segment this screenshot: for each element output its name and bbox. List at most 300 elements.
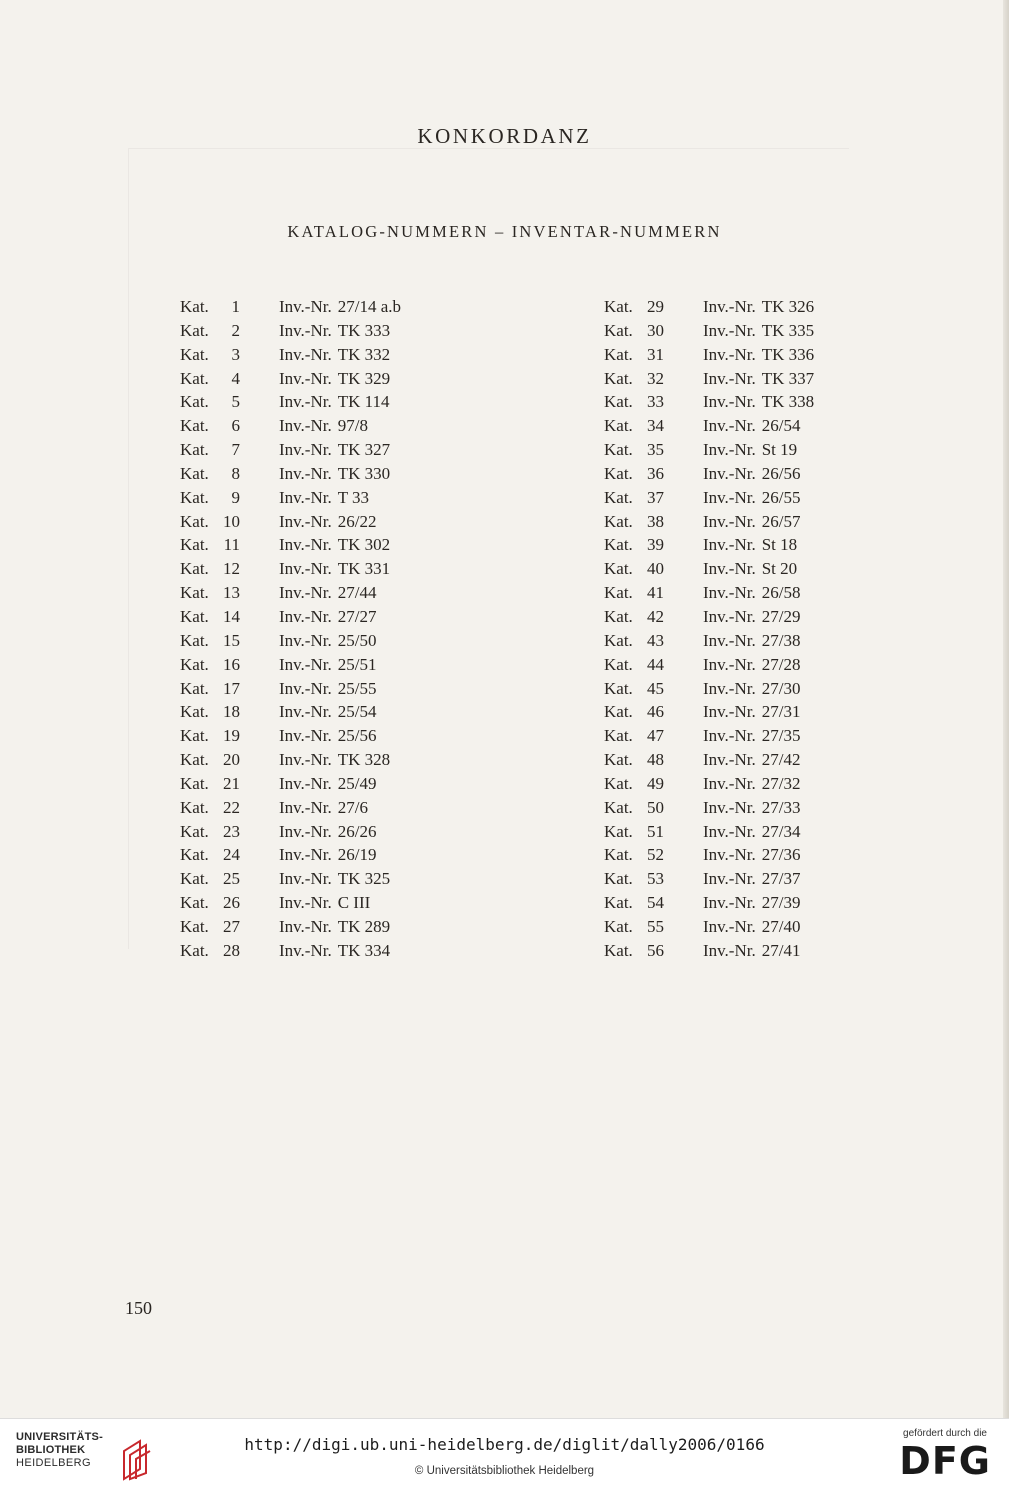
inventory-number-value: 27/27 — [337, 606, 377, 626]
inventory-label: Inv.-Nr. — [703, 583, 756, 603]
catalog-number — [180, 343, 244, 367]
inventory-number-value: 27/37 — [761, 869, 801, 889]
catalog-label: Kat. — [604, 535, 633, 555]
catalog-number-value: 35 — [647, 440, 664, 460]
inventory-number — [279, 438, 390, 462]
catalog-number-value: 9 — [231, 487, 240, 507]
inventory-label: Inv.-Nr. — [703, 606, 756, 626]
inventory-number-value: 26/26 — [337, 821, 377, 841]
catalog-label: Kat. — [604, 368, 633, 388]
inventory-number-value: TK 336 — [761, 344, 815, 364]
inventory-number — [279, 462, 390, 486]
catalog-number-value: 3 — [231, 344, 240, 364]
inventory-number — [703, 390, 814, 414]
catalog-number-value: 17 — [223, 678, 240, 698]
catalog-label: Kat. — [180, 750, 209, 770]
inventory-label: Inv.-Nr. — [279, 797, 332, 817]
catalog-number-value: 14 — [223, 606, 240, 626]
catalog-number — [604, 653, 668, 677]
inventory-label: Inv.-Nr. — [279, 583, 332, 603]
inventory-number — [279, 724, 376, 748]
inventory-number — [279, 772, 376, 796]
inventory-number — [279, 867, 390, 891]
inventory-number — [279, 796, 368, 820]
inventory-number-value: 27/33 — [761, 797, 801, 817]
catalog-number-value: 6 — [231, 416, 240, 436]
inventory-number-value: TK 334 — [337, 940, 391, 960]
catalog-number — [604, 891, 668, 915]
catalog-label: Kat. — [604, 893, 633, 913]
inventory-number — [279, 605, 376, 629]
inventory-number-value: TK 328 — [337, 750, 391, 770]
inventory-label: Inv.-Nr. — [703, 726, 756, 746]
catalog-label: Kat. — [604, 559, 633, 579]
catalog-number — [604, 367, 668, 391]
catalog-number-value: 53 — [647, 869, 664, 889]
catalog-label: Kat. — [604, 678, 633, 698]
inventory-number-value: TK 327 — [337, 440, 391, 460]
inventory-label: Inv.-Nr. — [279, 821, 332, 841]
inventory-number — [279, 820, 376, 844]
inventory-number-value: 26/58 — [761, 583, 801, 603]
catalog-number-value: 51 — [647, 821, 664, 841]
catalog-number — [180, 581, 244, 605]
catalog-label: Kat. — [180, 726, 209, 746]
inventory-label: Inv.-Nr. — [279, 440, 332, 460]
inventory-label: Inv.-Nr. — [703, 630, 756, 650]
inventory-number — [279, 939, 390, 963]
catalog-number-value: 49 — [647, 773, 664, 793]
inventory-label: Inv.-Nr. — [279, 726, 332, 746]
catalog-number-value: 13 — [223, 583, 240, 603]
catalog-number-value: 18 — [223, 702, 240, 722]
catalog-number-value: 38 — [647, 511, 664, 531]
catalog-number-value: 11 — [223, 535, 240, 555]
inventory-label: Inv.-Nr. — [703, 916, 756, 936]
catalog-label: Kat. — [180, 678, 209, 698]
inventory-number — [279, 748, 390, 772]
catalog-label: Kat. — [180, 606, 209, 626]
inventory-label: Inv.-Nr. — [279, 487, 332, 507]
inventory-label: Inv.-Nr. — [279, 606, 332, 626]
catalog-number-value: 44 — [647, 654, 664, 674]
inventory-number — [279, 843, 376, 867]
inventory-number — [703, 533, 797, 557]
catalog-number-value: 8 — [231, 463, 240, 483]
catalog-number-value: 47 — [647, 726, 664, 746]
inventory-number-value: TK 332 — [337, 344, 391, 364]
catalog-number-value: 30 — [647, 320, 664, 340]
inventory-label: Inv.-Nr. — [279, 940, 332, 960]
catalog-number — [604, 533, 668, 557]
inventory-label: Inv.-Nr. — [703, 773, 756, 793]
inventory-label: Inv.-Nr. — [703, 463, 756, 483]
catalog-label: Kat. — [180, 702, 209, 722]
inventory-number — [703, 891, 800, 915]
inventory-number-value: TK 289 — [337, 916, 391, 936]
inventory-number — [279, 629, 376, 653]
catalog-number — [180, 414, 244, 438]
inventory-number-value: TK 330 — [337, 463, 391, 483]
catalog-label: Kat. — [180, 821, 209, 841]
catalog-number-value: 19 — [223, 726, 240, 746]
catalog-number — [604, 605, 668, 629]
catalog-label: Kat. — [604, 320, 633, 340]
inventory-number — [703, 557, 797, 581]
inventory-number-value: 26/57 — [761, 511, 801, 531]
catalog-label: Kat. — [180, 440, 209, 460]
catalog-number-value: 56 — [647, 940, 664, 960]
page-subtitle: KATALOG-NUMMERN – INVENTAR-NUMMERN — [287, 222, 722, 241]
inventory-number — [279, 343, 390, 367]
catalog-label: Kat. — [180, 511, 209, 531]
catalog-label: Kat. — [180, 583, 209, 603]
inventory-number — [703, 414, 800, 438]
inventory-label: Inv.-Nr. — [703, 750, 756, 770]
catalog-number — [604, 820, 668, 844]
catalog-label: Kat. — [180, 845, 209, 865]
inventory-number — [703, 581, 800, 605]
catalog-label: Kat. — [604, 297, 633, 316]
catalog-number — [604, 486, 668, 510]
inventory-number — [703, 343, 814, 367]
inventory-number-value: 27/34 — [761, 821, 801, 841]
catalog-number — [180, 677, 244, 701]
inventory-number — [703, 438, 797, 462]
inventory-number-value: 27/36 — [761, 845, 801, 865]
catalog-number — [604, 343, 668, 367]
catalog-number-value: 45 — [647, 678, 664, 698]
catalog-number — [180, 772, 244, 796]
inventory-label: Inv.-Nr. — [703, 535, 756, 555]
inventory-number-value: 27/32 — [761, 773, 801, 793]
catalog-number-value: 16 — [223, 654, 240, 674]
inventory-label: Inv.-Nr. — [703, 344, 756, 364]
catalog-number — [604, 414, 668, 438]
inventory-number — [703, 462, 800, 486]
inventory-number-value: TK 333 — [337, 320, 391, 340]
catalog-number — [180, 700, 244, 724]
inventory-label: Inv.-Nr. — [703, 368, 756, 388]
inventory-number — [279, 700, 376, 724]
inventory-label: Inv.-Nr. — [703, 559, 756, 579]
inventory-number-value: TK 302 — [337, 535, 391, 555]
inventory-number-value: C III — [337, 893, 371, 913]
inventory-number-value: 27/38 — [761, 630, 801, 650]
inventory-number-value: 25/49 — [337, 773, 377, 793]
inventory-number — [703, 367, 814, 391]
catalog-label: Kat. — [604, 702, 633, 722]
catalog-label: Kat. — [180, 797, 209, 817]
inventory-number-value: TK 335 — [761, 320, 815, 340]
inventory-number-value: 27/29 — [761, 606, 801, 626]
inventory-number-value: 27/41 — [761, 940, 801, 960]
inventory-label: Inv.-Nr. — [279, 893, 332, 913]
inventory-number-value: 26/19 — [337, 845, 377, 865]
catalog-number — [180, 796, 244, 820]
page-number: 150 — [125, 1298, 152, 1318]
page-title: KONKORDANZ — [417, 124, 592, 148]
catalog-number — [604, 700, 668, 724]
catalog-label: Kat. — [604, 726, 633, 746]
inventory-label: Inv.-Nr. — [703, 845, 756, 865]
catalog-label: Kat. — [180, 487, 209, 507]
inventory-label: Inv.-Nr. — [279, 702, 332, 722]
inventory-number — [279, 653, 376, 677]
inventory-label: Inv.-Nr. — [703, 702, 756, 722]
inventory-number-value: 27/28 — [761, 654, 801, 674]
catalog-number — [604, 462, 668, 486]
inventory-number-value: 97/8 — [337, 416, 368, 436]
catalog-number-value: 15 — [223, 630, 240, 650]
catalog-number-value: 12 — [223, 559, 240, 579]
catalog-number-value: 7 — [231, 440, 240, 460]
catalog-number — [180, 438, 244, 462]
inventory-label: Inv.-Nr. — [703, 821, 756, 841]
inventory-label: Inv.-Nr. — [279, 297, 332, 316]
catalog-number — [604, 319, 668, 343]
catalog-number-value: 20 — [223, 750, 240, 770]
catalog-number — [604, 390, 668, 414]
inventory-label: Inv.-Nr. — [279, 916, 332, 936]
inventory-number-value: 25/51 — [337, 654, 377, 674]
inventory-number-value: 27/35 — [761, 726, 801, 746]
catalog-label: Kat. — [604, 940, 633, 960]
inventory-label: Inv.-Nr. — [703, 297, 756, 316]
catalog-number — [604, 867, 668, 891]
catalog-label: Kat. — [180, 392, 209, 412]
inventory-number — [703, 295, 814, 319]
catalog-label: Kat. — [180, 869, 209, 889]
inventory-label: Inv.-Nr. — [279, 678, 332, 698]
catalog-number — [180, 653, 244, 677]
catalog-number — [604, 581, 668, 605]
inventory-number — [703, 510, 800, 534]
inventory-number — [279, 677, 376, 701]
catalog-number-value: 24 — [223, 845, 240, 865]
inventory-label: Inv.-Nr. — [703, 654, 756, 674]
inventory-number-value: TK 338 — [761, 392, 815, 412]
inventory-label: Inv.-Nr. — [279, 344, 332, 364]
catalog-label: Kat. — [604, 344, 633, 364]
inventory-number — [703, 677, 800, 701]
catalog-number — [180, 867, 244, 891]
catalog-label: Kat. — [604, 630, 633, 650]
catalog-number — [180, 724, 244, 748]
catalog-number — [180, 748, 244, 772]
inventory-number — [703, 486, 800, 510]
inventory-number-value: 26/54 — [761, 416, 801, 436]
inventory-number — [703, 820, 800, 844]
catalog-number — [604, 295, 668, 319]
catalog-label: Kat. — [180, 559, 209, 579]
catalog-number — [604, 748, 668, 772]
library-name-line2: BIBLIOTHEK — [16, 1444, 86, 1456]
inventory-label: Inv.-Nr. — [279, 654, 332, 674]
catalog-label: Kat. — [604, 869, 633, 889]
catalog-number-value: 40 — [647, 559, 664, 579]
catalog-number — [180, 462, 244, 486]
catalog-number — [604, 796, 668, 820]
catalog-label: Kat. — [180, 940, 209, 960]
inventory-number-value: TK 326 — [761, 297, 815, 316]
inventory-number — [279, 891, 370, 915]
catalog-label: Kat. — [604, 583, 633, 603]
catalog-number-value: 28 — [223, 940, 240, 960]
inventory-number-value: 25/55 — [337, 678, 377, 698]
library-name-line3: HEIDELBERG — [16, 1457, 91, 1469]
inventory-number-value: 26/55 — [761, 487, 801, 507]
inventory-number-value: St 19 — [761, 440, 798, 460]
inventory-number-value: TK 325 — [337, 869, 391, 889]
catalog-number — [604, 629, 668, 653]
inventory-number — [279, 295, 401, 319]
inventory-number — [279, 319, 390, 343]
catalog-label: Kat. — [180, 535, 209, 555]
catalog-number-value: 2 — [231, 320, 240, 340]
inventory-number — [279, 557, 390, 581]
inventory-label: Inv.-Nr. — [703, 869, 756, 889]
inventory-number — [279, 486, 369, 510]
inventory-number — [703, 915, 800, 939]
catalog-number-value: 48 — [647, 750, 664, 770]
inventory-number-value: 26/22 — [337, 511, 377, 531]
catalog-number-value: 52 — [647, 845, 664, 865]
catalog-number — [604, 939, 668, 963]
catalog-number — [180, 319, 244, 343]
catalog-number — [180, 629, 244, 653]
catalog-number — [180, 533, 244, 557]
catalog-number-value: 39 — [647, 535, 664, 555]
inventory-number-value: 27/39 — [761, 893, 801, 913]
catalog-number — [180, 820, 244, 844]
inventory-number — [703, 939, 800, 963]
inventory-label: Inv.-Nr. — [703, 487, 756, 507]
catalog-label: Kat. — [604, 463, 633, 483]
inventory-number — [703, 843, 800, 867]
catalog-label: Kat. — [604, 797, 633, 817]
catalog-number — [180, 367, 244, 391]
library-name-line1: UNIVERSITÄTS- — [16, 1431, 103, 1443]
inventory-number — [279, 915, 390, 939]
inventory-number — [703, 796, 800, 820]
catalog-number-value: 10 — [223, 511, 240, 531]
catalog-number — [180, 510, 244, 534]
inventory-number-value: 27/6 — [337, 797, 368, 817]
catalog-label: Kat. — [180, 297, 209, 316]
inventory-label: Inv.-Nr. — [279, 368, 332, 388]
inventory-number — [279, 367, 390, 391]
catalog-number — [180, 390, 244, 414]
inventory-number-value: TK 331 — [337, 559, 391, 579]
catalog-number-value: 50 — [647, 797, 664, 817]
catalog-number-value: 33 — [647, 392, 664, 412]
inventory-number-value: St 20 — [761, 559, 798, 579]
inventory-number-value: TK 337 — [761, 368, 815, 388]
dfg-logo[interactable]: DFG — [899, 1439, 991, 1483]
inventory-label: Inv.-Nr. — [703, 416, 756, 436]
inventory-label: Inv.-Nr. — [279, 845, 332, 865]
inventory-label: Inv.-Nr. — [279, 869, 332, 889]
catalog-label: Kat. — [180, 773, 209, 793]
catalog-number — [604, 677, 668, 701]
inventory-number-value: 25/50 — [337, 630, 377, 650]
catalog-label: Kat. — [180, 654, 209, 674]
catalog-number-value: 4 — [231, 368, 240, 388]
catalog-label: Kat. — [604, 440, 633, 460]
catalog-number-value: 55 — [647, 916, 664, 936]
inventory-label: Inv.-Nr. — [703, 440, 756, 460]
catalog-number-value: 41 — [647, 583, 664, 603]
inventory-number-value: T 33 — [337, 487, 370, 507]
catalog-label: Kat. — [604, 821, 633, 841]
inventory-number-value: 27/30 — [761, 678, 801, 698]
catalog-label: Kat. — [180, 630, 209, 650]
catalog-label: Kat. — [604, 416, 633, 436]
inventory-label: Inv.-Nr. — [279, 535, 332, 555]
catalog-number — [180, 915, 244, 939]
catalog-number-value: 23 — [223, 821, 240, 841]
inventory-number — [703, 319, 814, 343]
catalog-number — [604, 843, 668, 867]
catalog-number-value: 37 — [647, 487, 664, 507]
catalog-number-value: 36 — [647, 463, 664, 483]
inventory-label: Inv.-Nr. — [703, 392, 756, 412]
inventory-label: Inv.-Nr. — [703, 511, 756, 531]
inventory-number-value: 27/40 — [761, 916, 801, 936]
inventory-label: Inv.-Nr. — [279, 416, 332, 436]
inventory-label: Inv.-Nr. — [703, 797, 756, 817]
catalog-number — [180, 605, 244, 629]
inventory-number — [703, 653, 800, 677]
inventory-label: Inv.-Nr. — [279, 320, 332, 340]
inventory-number — [703, 748, 800, 772]
inventory-label: Inv.-Nr. — [703, 893, 756, 913]
inventory-number — [279, 414, 368, 438]
catalog-number-value: 5 — [231, 392, 240, 412]
inventory-label: Inv.-Nr. — [279, 463, 332, 483]
inventory-number-value: St 18 — [761, 535, 798, 555]
inventory-label: Inv.-Nr. — [279, 630, 332, 650]
inventory-number — [703, 700, 800, 724]
catalog-label: Kat. — [604, 392, 633, 412]
catalog-number-value: 43 — [647, 630, 664, 650]
catalog-number-value: 54 — [647, 893, 664, 913]
inventory-number-value: 25/54 — [337, 702, 377, 722]
catalog-number — [604, 724, 668, 748]
inventory-number — [279, 510, 376, 534]
inventory-label: Inv.-Nr. — [279, 511, 332, 531]
funding-caption: gefördert durch die — [903, 1428, 987, 1439]
catalog-number-value: 29 — [647, 297, 664, 316]
inventory-number-value: 27/14 a.b — [337, 297, 401, 316]
catalog-label: Kat. — [604, 845, 633, 865]
inventory-number-value: 27/44 — [337, 583, 377, 603]
catalog-label: Kat. — [604, 487, 633, 507]
catalog-number-value: 31 — [647, 344, 664, 364]
catalog-number-value: 25 — [223, 869, 240, 889]
permalink-url[interactable]: http://digi.ub.uni-heidelberg.de/diglit/dally2006/0166 — [244, 1435, 765, 1454]
inventory-label: Inv.-Nr. — [279, 773, 332, 793]
catalog-label: Kat. — [180, 368, 209, 388]
viewer-footer — [0, 1418, 1009, 1490]
catalog-number — [180, 939, 244, 963]
catalog-number — [180, 295, 244, 319]
catalog-number-value: 27 — [223, 916, 240, 936]
inventory-label: Inv.-Nr. — [279, 392, 332, 412]
catalog-label: Kat. — [604, 750, 633, 770]
inventory-number — [279, 581, 376, 605]
